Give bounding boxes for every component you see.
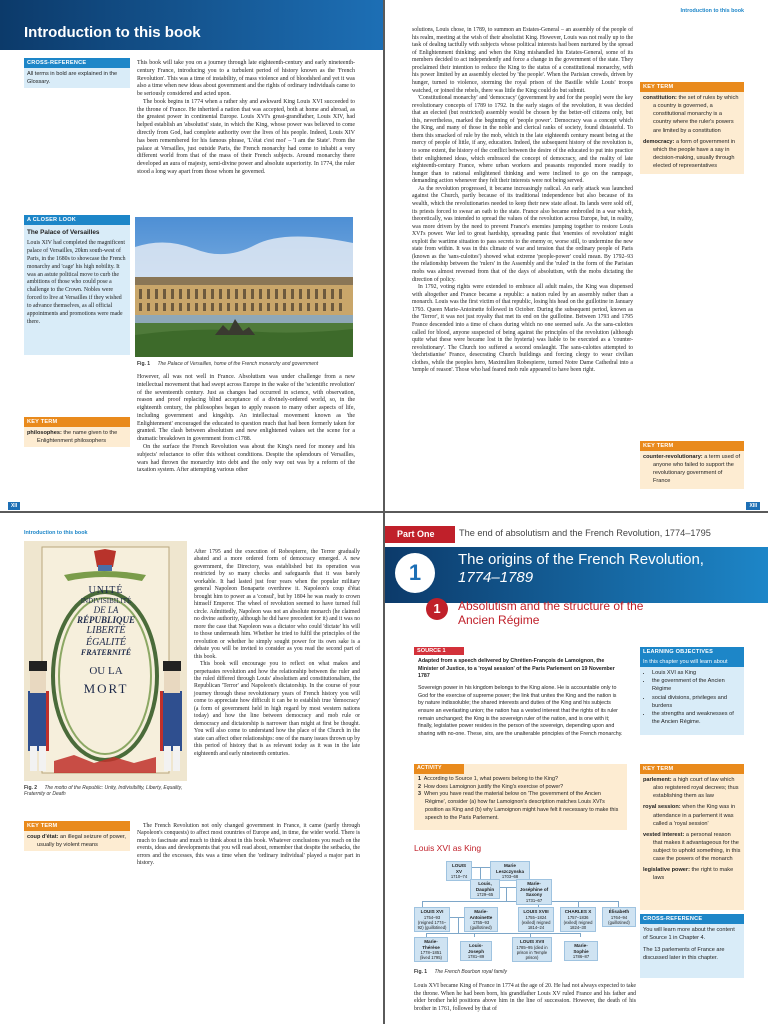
key-term-header: KEY TERM (640, 82, 744, 92)
paragraph: After 1795 and the execution of Robespierre, the Terror gradually abated and a more ordered form of democracy emerged. A new government, the Directory, was established but its operation was restricted by so many checks and safeguards that it was barely workable. It had lasted just four years when the popular military general Napoleon Bonaparte overthrew it. Napoleon's coup d'état brought him to power as a 'consul', but by 1804 he was ready to crown himself Emperor. The wheel of revolution seemed to have turned full circle. Admittedly, Napoleon was not an absolute monarch (he claimed no divine authority, although he did have precedent for it) and it was no more the case that Napoleon was a dictator who could 'dictate' his will to those underneath him. Whether he tried to fulfil the principles of the revolution or whether he simply sought power for its own sake is a debate you will be invited to consider as you read the second part of this book. (194, 549, 360, 660)
poster-line: LIBERTÉ (86, 625, 126, 637)
fig-number: Fig. 2 (24, 785, 38, 791)
key-term-box (24, 821, 130, 851)
tree-node (414, 937, 448, 962)
chapter-title (458, 551, 704, 587)
key-term-def: a personal reason that makes it advantageous for the subject to uphold something, in this case the powers of the monarch (653, 831, 741, 863)
poster-line: ÉGALITÉ (86, 636, 126, 648)
paragraph: solutions, Louis chose, in 1789, to summon an Estates-General – an assembly of the people of his realm, meeting at the wish of their absolutist King. However, Louis was not really up to the task of dealing tactfully with subjects whose political interests had been nurtured by the spread of Enlightenment thinking; and when the King mishandled his Estates-General, some of its members decided to act independently and force a change in the government of the state. They proclaimed their intention to reduce the King to the status of a constitutional monarchy, with his power limited by an assembly elected by 'the people'. When the Parisian crowds, driven by hunger, turned to violence, storming the royal prison of the Bastille while Louis' troops watched, or joined the rebels, there was little the King could do but submit. (412, 27, 633, 94)
key-term-def: when the King was in attendance in a parlement it was called a 'royal session' (653, 804, 736, 827)
fig-text: The French Bourbon royal family (434, 969, 507, 975)
poster-motto (60, 585, 152, 697)
objective-item: • social divisions, privileges and burdens (652, 694, 741, 710)
closer-look-box (24, 215, 130, 355)
key-term-word: parlement: (643, 777, 672, 784)
key-term-def: the name given to the Enlightenment philosophers (37, 430, 118, 445)
poster-line: INDIVISIBILITÉ (80, 596, 132, 605)
fig-number: Fig. 1 (414, 969, 428, 975)
subheading: Louis XVI as King (414, 843, 482, 853)
tree-node-dates: 1729–65 (476, 892, 494, 897)
tree-node (518, 907, 554, 932)
objectives-header: LEARNING OBJECTIVES (640, 647, 744, 657)
poster-line: FRATERNITÉ (80, 648, 132, 658)
tree-node-dates: 1764–94 (guillotined) (608, 914, 630, 925)
tree-connector (480, 867, 481, 879)
key-term-box (24, 417, 130, 447)
chapter-title-line: 1774–1789 (458, 569, 534, 586)
tree-node-dates: 1757–1836 (exiled) reigned 1824–30 (563, 914, 593, 930)
tree-node (512, 937, 552, 962)
tree-node-name: LOUIS XVII (520, 939, 544, 944)
activity-item: 1 According to Source 1, what powers belong to the King? (418, 775, 558, 782)
source-text: Sovereign power in his kingdom belongs to the King alone. He is accountable only to God for the exercise of supreme power; the link that unites the King and the nation is by nature indissoluble; the shared interests and duties of the King and his subjects ensure an everlasting union; the nation has a vested interest that the rights of its ruler remain unchanged; the King is the sovereign ruler of the nation, and is one with it; finally, legislative power resides in the person of the sovereign, depending upon and sharing with no-one. These, sirs, are the unalterable principles of the French monarchy. (418, 685, 623, 738)
tree-node (560, 907, 596, 932)
versailles-photo (135, 217, 353, 357)
key-term-list (640, 774, 744, 888)
page-chapter-1 (385, 513, 768, 1024)
fig-number: Fig. 1 (137, 361, 151, 367)
poster-line: RÉPUBLIQUE (76, 614, 135, 625)
body-bottom (137, 374, 355, 475)
chapter-title-line: The origins of the French Revolution, (458, 551, 704, 568)
tree-node-name: LOUIS XVIII (523, 909, 549, 914)
key-term-word: philosophes: (27, 430, 62, 437)
fig-text: The motto of the Republic: Unity, Indivisibility, Liberty, Equality, Fraternity or Death (24, 785, 183, 797)
key-term-entry (640, 451, 744, 491)
paragraph: The book begins in 1774 when a rather shy and awkward King Louis XVI succeeded to the throne of France. He inherited a nation that was accepted, both at home and abroad, as the greatest power in continental Europe. Louis XVI's great-grandfather, Louis XIV, had helped establish an 'absolutist' state, in which the King, whose power was believed to come directly from God, had complete authority over the lives of his people. Indeed, Louis XIV has been remembered for his famous phrase, 'L'état c'est moi' – 'I am the State'. From the palace at Versailles, just outside Paris, the French monarchy had come to inhabit a very different world from that of the mass of their French subjects. Around monarchy there developed an aura of majesty, semi-divine power and absolute superiority. In 1774, the ruler stood a long way apart from those whom he governed. (137, 98, 355, 175)
activity-list (414, 774, 627, 825)
tree-node-name: Marie-Sophie (573, 943, 589, 954)
crossref-item: You will learn more about the content of Source 1 in Chapter 4. (643, 927, 735, 942)
objective-item: • the strengths and weaknesses of the Ancien Régime. (652, 710, 741, 726)
tree-connector (426, 933, 530, 934)
section-title (458, 599, 643, 628)
objectives-intro: In this chapter you will learn about (640, 657, 744, 667)
tree-connector (498, 887, 516, 888)
tree-node-dates: 1754–93 (reigned 1774–92) (guillotined) (417, 914, 447, 930)
key-term-def: the set of rules by which a country is governed, a constitutional monarchy is a country where the ruler's powers are limited by a constitution (653, 95, 739, 134)
body-top (137, 60, 355, 177)
page-introduction-cont (0, 513, 383, 1024)
paragraph: This book will take you on a journey through late eighteenth-century and early nineteenth-century France, introducing you to a turbulent period of history known as the 'French Revolution'. This was a time of instability, of mass violence and of bloodshed and yet it was also a time when new ideas about government and the rights of ordinary individuals came to be seriously considered and acted upon. (137, 60, 355, 98)
objectives-list (640, 667, 744, 728)
running-head: Introduction to this book (24, 530, 88, 536)
tree-node-dates: 1786–87 (572, 954, 590, 959)
tree-node-name: Louis-Joseph (467, 943, 485, 954)
key-term-box (640, 441, 744, 489)
key-term-word: democracy: (643, 138, 675, 145)
closer-look-heading: The Palace of Versailles (27, 229, 100, 237)
key-term-word: vested interest: (643, 831, 685, 838)
key-term-entry (643, 94, 741, 135)
paragraph: However, all was not well in France. Absolutism was under challenge from a new intellectual movement that had swept across Europe in the wake of the 'scientific revolution' of the seventeenth century. Just as changes had occurred in science, with observation, reason and proof replacing blind acceptance of a divinely-ordered world, so, in the eighteenth century, the philosophes began to apply reason to many other aspects of life, including government and kingship. An intellectual movement known as 'the Enlightenment' encouraged the educated to question much that had been formerly taken for granted. The clash between absolutism and new enlightened values set the scene for a dramatic breakdown in government from c1788. (137, 374, 355, 443)
activity-item: 3 When you have read the material below on 'The government of the Ancien Régime', consider (a) how far Lamoignon's description matches Louis XVI's position as King and (b) why Lamoignon might have felt it necessary to make this speech to the Paris Parlement. (418, 791, 619, 821)
poster-line: MORT (83, 681, 129, 697)
key-term-def: the right to make laws (653, 867, 734, 882)
tree-connector (458, 917, 459, 933)
tree-node (446, 861, 472, 881)
crossref-box (640, 914, 744, 978)
source-box (414, 647, 627, 739)
tree-node (470, 879, 500, 899)
source-body (414, 655, 627, 742)
tree-node-name: CHARLES X (564, 909, 592, 914)
tree-connector (506, 887, 507, 901)
paragraph: 'Constitutional monarchy' and 'democracy' (government by and for the people) were the key revolutionary concepts of 1789 to 1792. In the early stages of the revolution, it was decided that an elected (but restricted) assembly would be chosen by the better-off citizens only, but this, nevertheless, marked the beginning of 'people power'. Democracy was a concept which the King, and many of those in the noble and clerical ranks of society, found distasteful. To them this smacked of rule by the mob, which in the late eighteenth century meant being at the mercy of people of little, if any, education. Indeed, the subsequent history of the revolution is, to some extent, the history of the conflict between the desire of the educated to put into practice their enlightened ideas, which embraced the concept of democracy, and the reality of late eighteenth-century France, where urban workers and peasants responded more readily to hunger than to rational enlightened thinking and were inclined to go on the rampage, demanding action whenever they felt their interests were not being served. (412, 95, 633, 185)
key-term-header: KEY TERM (640, 441, 744, 451)
section-title-line: Ancien Régime (458, 613, 540, 628)
source-intro: Adapted from a speech delivered by Chrétien-François de Lamoignon, the Minister of Justice, to a 'royal session' of the Paris Parlement on 19 November 1787 (418, 658, 615, 680)
activity-text: When you have read the material below on 'The government of the Ancien Régime', consider (a) how far Lamoignon's description matches Louis XVI's position as King and (b) why Lamoignon might have felt it necessary to make this speech to the Paris Parlement. (424, 791, 619, 821)
tree-node-name: Marie-Joséphine of Saxony (519, 881, 549, 897)
republic-poster (24, 541, 187, 781)
closer-look-text: Louis XIV had completed the magnificent palace of Versailles, 20km south-west of Paris, in the 1680s to showcase the French monarchy and 'cage' his high nobility. It was an astute political move to curb the ambitions of those who could pose a challenge to the Crown. Nobles were forced to live at Versailles if they wished to advance themselves, as all official appointments and promotions were made there. (27, 240, 126, 325)
fig1-caption (137, 361, 355, 367)
tree-node-dates: 1703–68 (501, 874, 519, 879)
tree-node (516, 879, 552, 905)
tree-connector (450, 917, 464, 918)
key-term-entry (643, 803, 741, 827)
section-title-line: Absolutism and the structure of the (458, 599, 644, 613)
folio: XIII (746, 502, 760, 510)
part-title: The end of absolutism and the French Revolution, 1774–1795 (459, 528, 711, 538)
poster-line: OU LA (89, 665, 123, 678)
body-text (412, 27, 633, 375)
tree-node-name: LOUIS XVI (420, 909, 444, 914)
tree-node-name: LOUIS XV (451, 863, 467, 874)
key-term-entry (643, 866, 741, 882)
learning-objectives-box (640, 647, 744, 735)
tree-node-name: Marie-Antoinette (469, 909, 493, 920)
key-term-header: KEY TERM (640, 764, 744, 774)
tree-connector (474, 933, 475, 937)
key-term-word: royal session: (643, 804, 681, 811)
paragraph: On the surface the French Revolution was about the King's need for money and his subjects' reluctance to offer this without conditions. Despite the splendours of Versailles, wars had thrown the monarchy into debt and the only way out was by a reform of the taxation system. After attempting various other (137, 444, 355, 474)
body-text (414, 983, 636, 1014)
key-term-list (640, 92, 744, 176)
fig2-caption (24, 785, 187, 797)
family-tree (414, 859, 636, 967)
tree-node-name: Louis, Dauphin (475, 881, 495, 892)
key-term-def: a term used of anyone who failed to support the revolutionary government of France (653, 454, 741, 485)
tree-node (414, 907, 450, 932)
tree-node-dates: 1778–1851 (lived 1795) (420, 950, 442, 961)
folio: XII (8, 502, 20, 510)
tree-node-name: Marie Leszczynska (495, 863, 525, 874)
fig1-caption (414, 969, 634, 975)
key-term-entry (643, 831, 741, 863)
closer-look-header: A CLOSER LOOK (24, 215, 130, 225)
activity-header: ACTIVITY (414, 764, 464, 774)
crossref-text: All terms in bold are explained in the Glossary. (27, 71, 118, 86)
activity-item: 2 How does Lamoignon justify the King's exercise of power? (418, 783, 564, 790)
crossref-header: CROSS-REFERENCE (640, 914, 744, 924)
objective-item: • Louis XVI as King (652, 669, 741, 677)
tree-node (460, 941, 492, 961)
tree-node-dates: 1755–93 (guillotined) (470, 920, 492, 931)
section-number: 1 (426, 598, 448, 620)
page-xii (0, 0, 383, 511)
page-title: Introduction to this book (24, 24, 201, 41)
tree-node (464, 907, 498, 932)
paragraph: This book will encourage you to reflect on what makes and perpetuates revolution and how the relationship between the ruler and the ruled differed through Louis' absolutism and constitutionalism, the Republican 'Terror' and Napoleon's dictatorship. In the course of your journey through these revolutionary years of French history you will come to appreciate how difficult it can be to establish true 'democracy' (a form of government held in high regard by most western nations today) and how the line between democracy and mob rule or democracy and dictatorship is narrower than might at first be thought. You will also come to understand how the place of the Church in the state can affect other relationships: one of the many issues thrown up by this period of history that is as relevant today as it was in the late eighteenth and early nineteenth centuries. (194, 661, 360, 757)
key-term-def: a high court of law which also registered royal decrees; thus establishing them as law (653, 777, 739, 800)
key-term-box (640, 82, 744, 174)
key-term-def: an illegal seizure of power, usually by violent means (37, 834, 126, 849)
activity-box (414, 764, 627, 830)
tree-node-dates: 1781–89 (467, 954, 485, 959)
key-term-word: coup d'état: (27, 834, 59, 841)
tree-node-dates: 1710–74 (450, 874, 468, 879)
crossref-box (24, 58, 130, 88)
tree-node (564, 941, 598, 961)
key-term-word: legislative power: (643, 867, 690, 874)
key-term-header: KEY TERM (24, 417, 130, 427)
paragraph: The French Revolution not only changed government in France, it came (partly through Napoleon's conquests) to affect most countries of Europe and, in time, the wider world. There is much to fascinate and much to think about in this book. Whatever conclusions you reach on the events, ideas and developments that you will read about, remember that despite the setbacks, the errors and the excesses, this was a time when the 'ordinary individual' played a major part in history. (137, 823, 360, 867)
key-term-box (640, 764, 744, 910)
objective-item: • the government of the Ancien Régime (652, 677, 741, 693)
fig-text: The Palace of Versailles, home of the French monarchy and government (157, 361, 319, 367)
key-term-entry (643, 776, 741, 800)
poster-line: DE LA (93, 604, 119, 615)
tree-node-dates: 1785–95 (died in prison in Temple prison) (516, 944, 548, 960)
paragraph: Louis XVI became King of France in 1774 at the age of 20. He had not always expected to take the throne. When he had been born, his grandfather Louis XV ruled France and his father and elder brother held positions above him in the line of succession. However, the death of his brother in 1761, followed by that of (414, 983, 636, 1012)
key-term-word: counter-revolutionary: (643, 454, 703, 461)
key-term-entry (643, 138, 741, 170)
crossref-header: CROSS-REFERENCE (24, 58, 130, 68)
poster-line: UNITÉ (88, 585, 124, 596)
body-text (194, 549, 360, 758)
activity-text: According to Source 1, what powers belong to the King? (423, 775, 558, 782)
running-head: Introduction to this book (680, 8, 744, 14)
activity-text: How does Lamoignon justify the King's exercise of power? (424, 783, 564, 790)
body-text-wide (137, 823, 360, 868)
paragraph: As the revolution progressed, it became increasingly radical. An early attack was launched against the Church, partly because of its traditional independence but also because of its wealth, which the revolutionaries needed to keep their new state afloat. Its lands were sold off, its priests forced to swear an oath to the state. France also became embroiled in a war which, theoretically, was intended to spread the values of the revolution across Europe, but, in reality, was more driven by the need to prevent France's enemies jumping together to restore Louis XVI's power. War led to great hardship, spreading panic that 'enemies of revolution' might exploit the wartime situation to pass secrets to the enemy or, worse still, to undermine the new state from within. It was in this climate of war and tension that the ordinary people of Paris (known as the 'sans-culottes') showed what extreme 'people-power' could mean. By 1792–93 the relationship between the 'rulers' in the Assembly and the 'ruled' in the form of the Parisian mobs was almost reversed from that of the days of absolutism, with the mobs dictating the direction of policy. (412, 185, 633, 283)
versailles-illustration (135, 217, 353, 357)
page-xiii (385, 0, 768, 511)
tree-node-name: Marie-Thérèse (422, 939, 440, 950)
tree-connector (580, 933, 581, 937)
tree-node-dates: 1731–67 (525, 897, 543, 903)
paragraph: In 1792, voting rights were extended to embrace all adult males, the King was dispensed with altogether and France became a republic: a nation ruled by an assembly rather than a monarch. Louis was the first victim of that republic, losing his head on the guillotine in January 1793. Queen Marie-Antoinette followed in October. During the subsequent period, known as the 'Terror', it was not just royalty that met its end on the guillotine. Between 1793 and 1795 France descended into a time of chaos during which no one seemed safe. As the sans-culottes called for blood, anyone suspected of being against the principles of the revolution (although quite what these were became lost in the hysteria) was liable to be executed as a 'counter-revolutionary'. The Church too suffered a second onslaught. The sans-culottes attempted to 'dechristianise' France, desecrating Church buildings and forcing clergy to wear civilian clothes, while the peoples hero, Maximilien Robespierre, turned Notre Dame Cathedral into a 'temple of reason'. Those who had feared mob rule appeared to have been right. (412, 284, 633, 374)
tree-node (602, 907, 636, 927)
title-banner (0, 0, 383, 50)
chapter-number: 1 (395, 553, 435, 593)
crossref-item: The 13 parlements of France are discussed later in this chapter. (643, 947, 725, 962)
tree-connector (530, 933, 580, 934)
part-label: Part One (385, 526, 455, 543)
key-term-entry (24, 831, 130, 855)
source-header: SOURCE 1 (414, 647, 464, 655)
key-term-header: KEY TERM (24, 821, 130, 831)
key-term-def: a form of government in which the people have a say in decision-making, usually through elected of representatives (653, 138, 736, 169)
tree-node-dates: 1755–1824 (exiled) reigned 1814–24 (521, 914, 551, 930)
tree-node-name: Élisabeth (608, 909, 630, 914)
key-term-entry (24, 427, 130, 451)
key-term-word: constitution: (643, 95, 677, 102)
